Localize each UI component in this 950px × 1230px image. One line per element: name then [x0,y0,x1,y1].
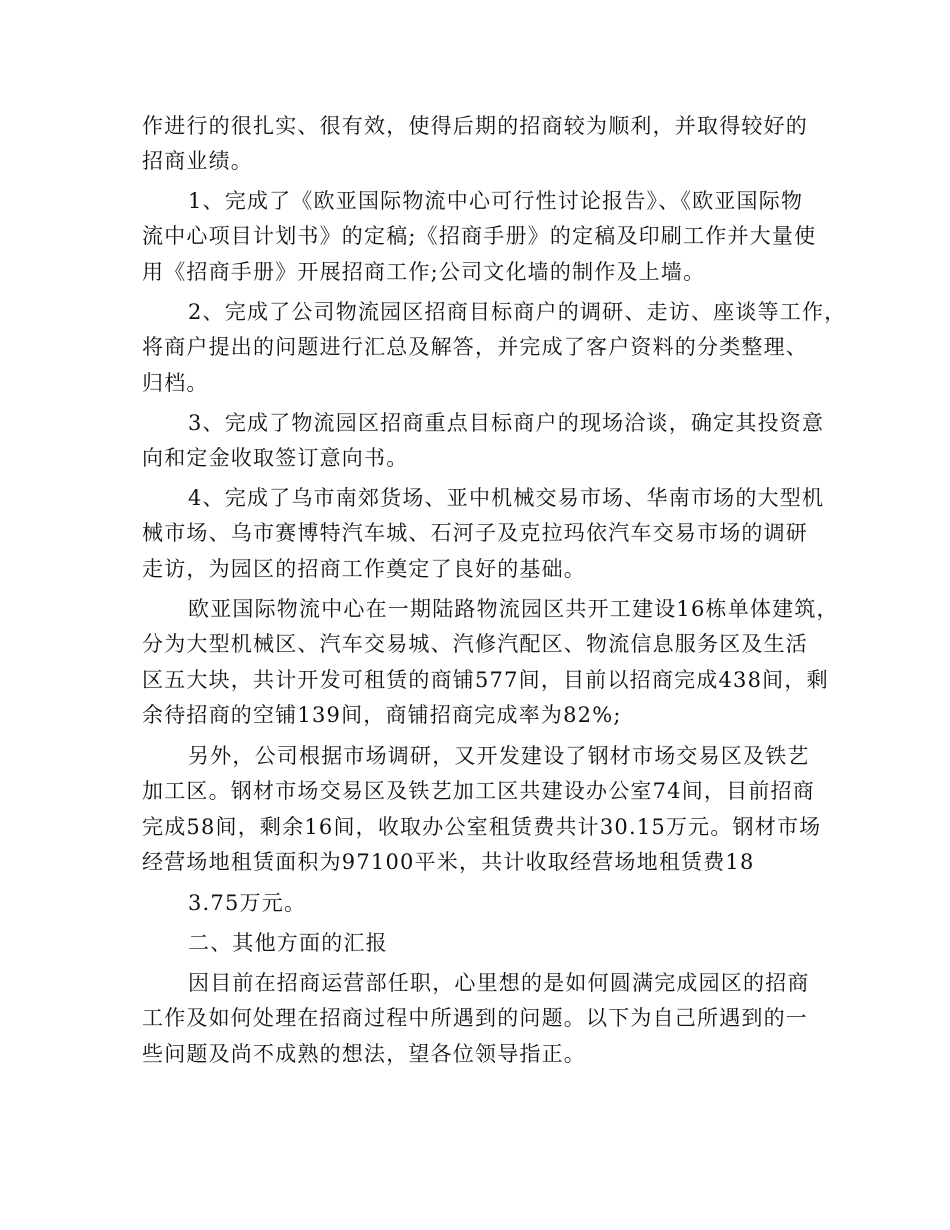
text-line: 招商业绩。 [142,149,253,173]
text-line: 因目前在招商运营部任职，心里想的是如何圆满完成园区的招商 [188,971,810,995]
text-line: 将商户提出的问题进行汇总及解答，并完成了客户资料的分类整理、 [142,335,808,359]
text-line: 经营场地租赁面积为97100平米，共计收取经营场地租赁费18 [142,850,755,874]
text-line: 1、完成了《欧亚国际物流中心可行性讨论报告》、《欧亚国际物 [188,189,804,213]
text-line: 工作及如何处理在招商过程中所遇到的问题。以下为自己所遇到的一 [142,1006,808,1030]
text-line: 走访，为园区的招商工作奠定了良好的基础。 [142,557,586,581]
text-line: 加工区。钢材市场交易区及铁艺加工区共建设办公室74间，目前招商 [142,779,815,803]
text-line: 余待招商的空铺139间，商铺招商完成率为82%; [142,703,622,727]
text-line: 区五大块，共计开发可租赁的商铺577间，目前以招商完成438间，剩 [142,668,829,692]
text-line: 用《招商手册》开展招商工作;公司文化墙的制作及上墙。 [142,260,706,284]
text-line: 欧亚国际物流中心在一期陆路物流园区共开工建设16栋单体建筑， [188,597,839,621]
text-line: 作进行的很扎实、很有效，使得后期的招商较为顺利，并取得较好的 [142,114,808,138]
text-line: 向和定金收取签订意向书。 [142,446,409,470]
text-line: 2、完成了公司物流园区招商目标商户的调研、走访、座谈等工作， [188,300,847,324]
text-line: 些问题及尚不成熟的想法，望各位领导指正。 [142,1042,586,1066]
section-heading: 二、其他方面的汇报 [188,931,388,955]
text-line: 归档。 [142,371,209,395]
text-line: 3.75万元。 [188,891,307,915]
text-line: 械市场、乌市赛博特汽车城、石河子及克拉玛依汽车交易市场的调研 [142,521,808,545]
text-line: 3、完成了物流园区招商重点目标商户的现场洽谈，确定其投资意 [188,411,825,435]
text-line: 完成58间，剩余16间，收取办公室租赁费共计30.15万元。钢材市场 [142,815,822,839]
text-line: 另外，公司根据市场调研，又开发建设了钢材市场交易区及铁艺 [188,744,810,768]
text-line: 4、完成了乌市南郊货场、亚中机械交易市场、华南市场的大型机 [188,486,825,510]
text-line: 分为大型机械区、汽车交易城、汽修汽配区、物流信息服务区及生活 [142,632,808,656]
text-line: 流中心项目计划书》的定稿;《招商手册》的定稿及印刷工作并大量使 [142,224,817,248]
